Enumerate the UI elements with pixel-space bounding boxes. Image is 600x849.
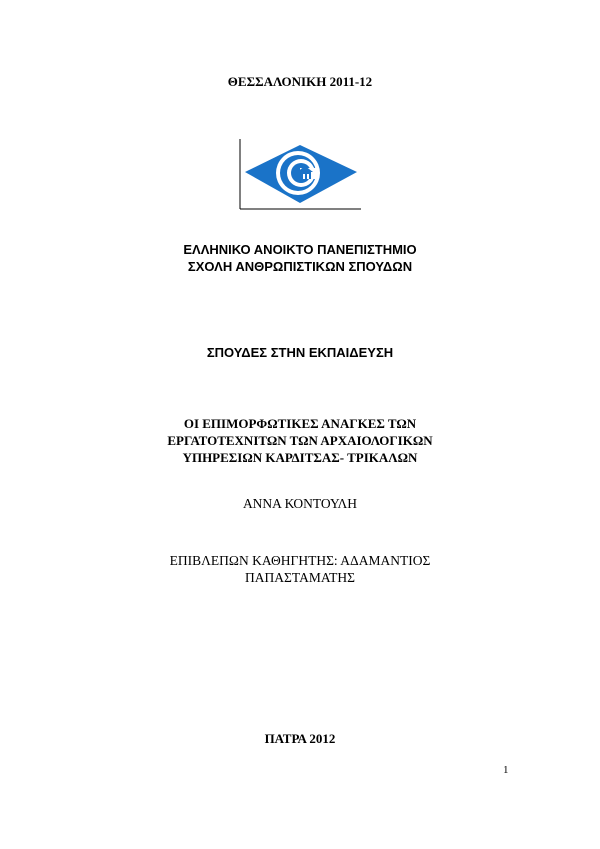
thesis-title-line-2: ΕΡΓΑΤΟΤΕΧΝΙΤΩΝ ΤΩΝ ΑΡΧΑΙΟΛΟΓΙΚΩΝ (167, 433, 433, 448)
supervisor-line-1: ΕΠΙΒΛΕΠΩΝ ΚΑΘΗΓΗΤΗΣ: ΑΔΑΜΑΝΤΙΟΣ (169, 553, 431, 568)
supervisor-line-2: ΠΑΠΑΣΤΑΜΑΤΗΣ (245, 570, 355, 585)
program-name: ΣΠΟΥΔΕΣ ΣΤΗΝ ΕΚΠΑΙΔΕΥΣΗ (206, 345, 394, 360)
author-name: ΑΝΝΑ ΚΟΝΤΟΥΛΗ (242, 496, 358, 511)
university-name: ΕΛΛΗΝΙΚΟ ΑΝΟΙΚΤΟ ΠΑΝΕΠΙΣΤΗΜΙΟ (183, 242, 417, 257)
school-name: ΣΧΟΛΗ ΑΝΘΡΩΠΙΣΤΙΚΩΝ ΣΠΟΥΔΩΝ (187, 259, 413, 274)
thesis-title-line-3: ΥΠΗΡΕΣΙΩΝ ΚΑΡΔΙΤΣΑΣ- ΤΡΙΚΑΛΩΝ (182, 450, 418, 465)
place-year: ΠΑΤΡΑ 2012 (264, 731, 336, 746)
thesis-title-line-1: ΟΙ ΕΠΙΜΟΡΦΩΤΙΚΕΣ ΑΝΑΓΚΕΣ ΤΩΝ (183, 416, 417, 431)
location-year: ΘΕΣΣΑΛΟΝΙΚΗ 2011-12 (227, 74, 373, 89)
university-logo-icon (239, 139, 361, 211)
page-number: 1 (503, 764, 509, 776)
